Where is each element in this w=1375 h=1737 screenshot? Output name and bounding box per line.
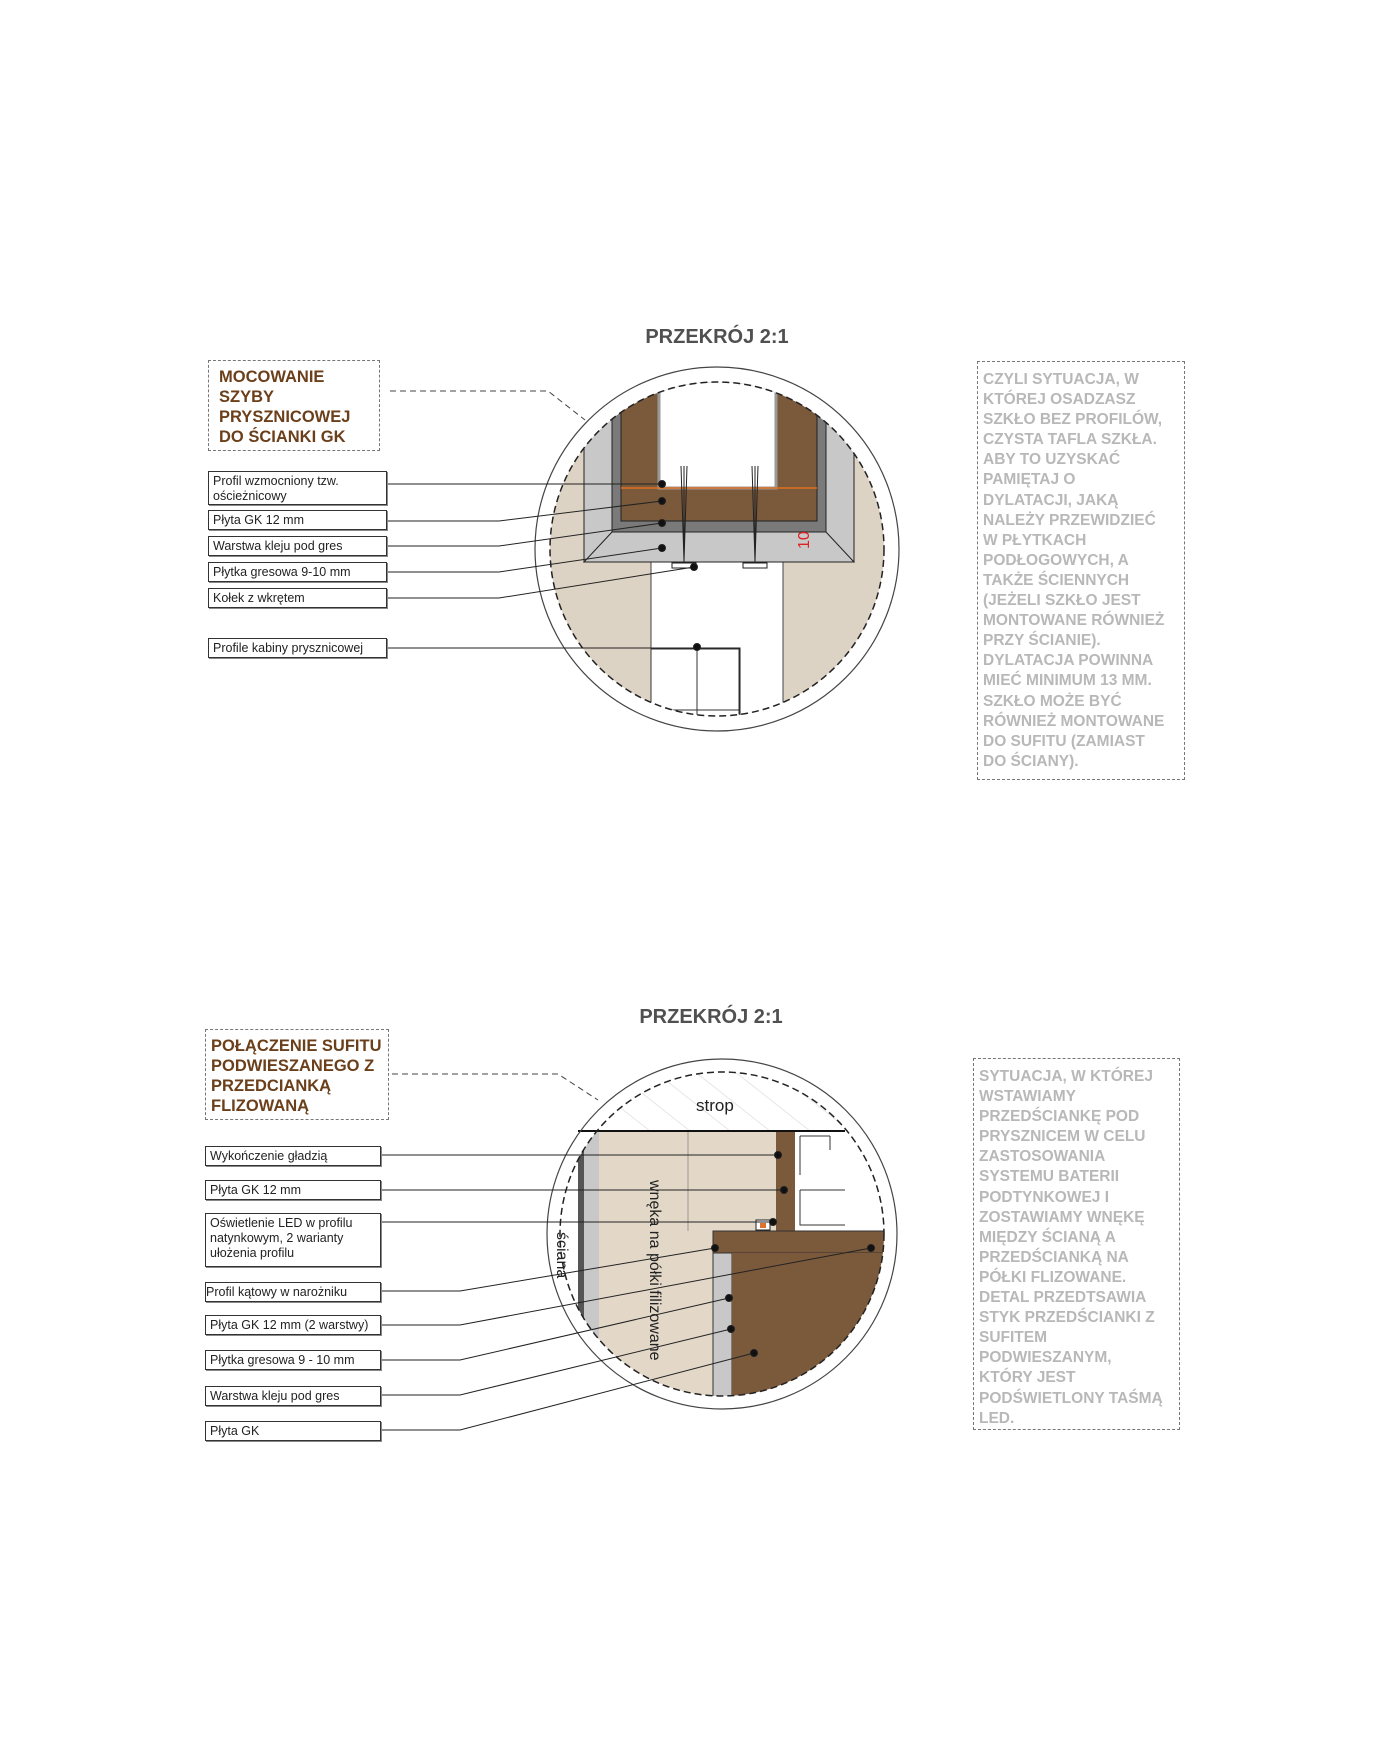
note-line: KTÓREJ OSADZASZ: [983, 391, 1136, 409]
note-line: DO SUFITU (ZAMIAST: [983, 732, 1145, 750]
label-plytka: Płytka gresowa 9-10 mm: [208, 562, 387, 582]
label-profil-katowy: Profil kątowy w narożniku: [205, 1282, 381, 1302]
note-line: MIĘDZY ŚCIANĄ A: [979, 1228, 1116, 1246]
section1-note: [977, 361, 1185, 780]
heading-line: SZYBY: [219, 388, 275, 406]
label-plytka-gresowa: Płytka gresowa 9 - 10 mm: [205, 1350, 381, 1370]
heading-line: FLIZOWANĄ: [211, 1097, 310, 1115]
note-line: MIEĆ MINIMUM 13 MM.: [983, 672, 1152, 690]
note-line: PAMIĘTAJ O: [983, 471, 1076, 489]
label-gladz: Wykończenie gładzią: [205, 1146, 381, 1166]
detail-circle-1: [387, 367, 900, 740]
label-klej-gres: Warstwa kleju pod gres: [205, 1386, 381, 1406]
note-line: SYSTEMU BATERII: [979, 1168, 1120, 1186]
label-profile-kabiny: Profile kabiny prysznicowej: [208, 638, 387, 658]
note-line: PODWIESZANYM,: [979, 1349, 1112, 1367]
label-kolek: Kołek z wkrętem: [208, 588, 387, 608]
note-line: DYLATACJA POWINNA: [983, 652, 1154, 670]
note-line: DETAL PRZEDTSAWIA: [979, 1289, 1147, 1307]
note-line: SZKŁO BEZ PROFILÓW,: [983, 411, 1163, 429]
label-plyta-gk-12: Płyta GK 12 mm: [205, 1180, 381, 1200]
heading-line: PRYSZNICOWEJ: [219, 408, 351, 426]
note-line: PRYSZNICEM W CELU: [979, 1128, 1146, 1146]
note-line: TAKŻE ŚCIENNYCH: [983, 571, 1130, 589]
sciana-label: ściana: [553, 1232, 570, 1279]
note-line: PODTYNKOWEJ I: [979, 1188, 1110, 1206]
heading-line: PRZEDCIANKĄ: [211, 1077, 332, 1095]
section2-heading: [205, 1029, 389, 1120]
note-line: PRZEDŚCIANKĘ POD: [979, 1108, 1140, 1126]
note-line: (JEŻELI SZKŁO JEST: [983, 592, 1141, 610]
note-line: STYK PRZEDŚCIANKI Z: [979, 1309, 1155, 1327]
note-line: SUFITEM: [979, 1329, 1048, 1347]
section1-title: PRZEKRÓJ 2:1: [645, 326, 789, 348]
label-plyta-2-warstwy: Płyta GK 12 mm (2 warstwy): [205, 1315, 381, 1335]
section2-note: [973, 1058, 1180, 1430]
note-line: ZASTOSOWANIA: [979, 1148, 1106, 1166]
note-line: SZKŁO MOŻE BYĆ: [983, 692, 1122, 710]
note-line: MONTOWANE RÓWNIEŻ: [983, 612, 1165, 630]
note-line: ABY TO UZYSKAĆ: [983, 451, 1121, 469]
section1-heading: [208, 360, 380, 451]
detail-circle-2: [381, 1059, 910, 1430]
note-line: LED.: [979, 1409, 1015, 1427]
note-line: PÓŁKI FLIZOWANE.: [979, 1268, 1127, 1286]
note-line: CZYLI SYTUACJA, W: [983, 371, 1139, 388]
note-line: CZYSTA TAFLA SZKŁA.: [983, 431, 1157, 449]
note-line: PODŁOGOWYCH, A: [983, 551, 1129, 569]
note-line: DO ŚCIANY).: [983, 752, 1079, 770]
section2-title: PRZEKRÓJ 2:1: [639, 1006, 783, 1028]
label-plyta-gk-2: Płyta GK: [205, 1421, 381, 1441]
label-plyta-gk: Płyta GK 12 mm: [208, 510, 387, 530]
note-line: W PŁYTKACH: [983, 531, 1087, 549]
note-line: DYLATACJI, JAKĄ: [983, 491, 1119, 509]
label-led: Oświetlenie LED w profilu natynkowym, 2 warianty ułożenia profilu: [205, 1213, 381, 1267]
heading-line: POŁĄCZENIE SUFITU: [211, 1037, 382, 1055]
note-line: ZOSTAWIAMY WNĘKĘ: [979, 1208, 1145, 1226]
note-line: PRZY ŚCIANIE).: [983, 632, 1101, 650]
note-line: SYTUACJA, W KTÓREJ: [979, 1068, 1153, 1085]
heading-line: PODWIESZANEGO Z: [211, 1057, 375, 1075]
heading-line: DO ŚCIANKI GK: [219, 428, 346, 446]
note-line: PODŚWIETLONY TAŚMĄ: [979, 1389, 1163, 1407]
wneka-label: wnęka na półki filizowane: [646, 1180, 663, 1361]
label-profil-wzmocniony: Profil wzmocniony tzw. ościeżnicowy: [208, 471, 387, 505]
heading-line: MOCOWANIE: [219, 368, 325, 386]
note-line: RÓWNIEŻ MONTOWANE: [983, 712, 1165, 730]
note-line: NALEŻY PRZEWIDZIEĆ: [983, 511, 1156, 529]
strop-label: strop: [696, 1096, 734, 1115]
note-line: KTÓRY JEST: [979, 1369, 1076, 1387]
note-line: WSTAWIAMY: [979, 1088, 1077, 1106]
label-klej: Warstwa kleju pod gres: [208, 536, 387, 556]
note-line: PRZEDŚCIANKĄ NA: [979, 1248, 1129, 1266]
dimension-label: 10: [796, 531, 813, 549]
